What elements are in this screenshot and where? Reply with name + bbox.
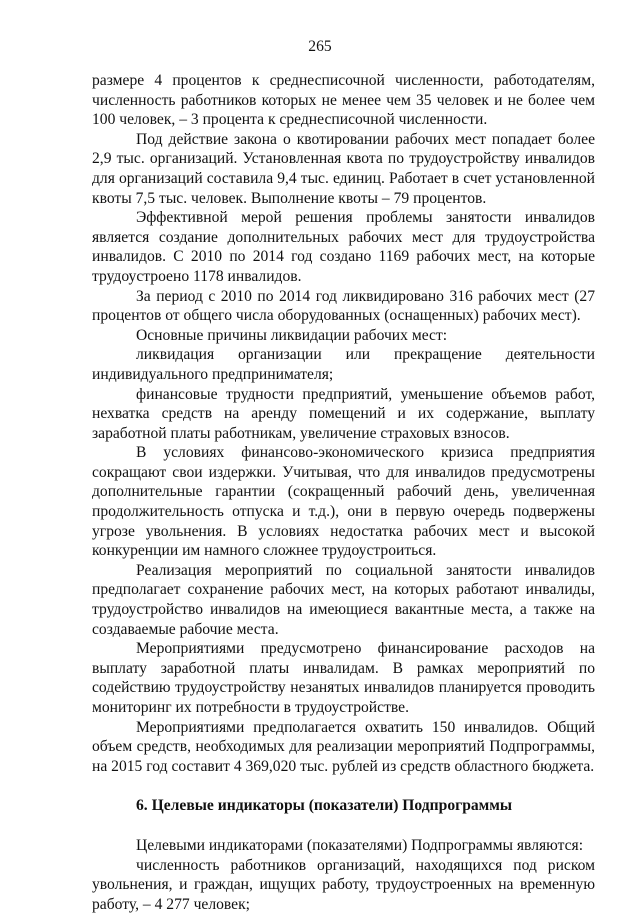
paragraph: финансовые трудности предприятий, уменьшение объемов работ, нехватка средств на аренду помещений и их содержание, выплату заработной платы работникам, увеличение страховых взносов. bbox=[92, 385, 595, 442]
document-body bbox=[92, 71, 595, 914]
paragraph: Под действие закона о квотировании рабочих мест попадает более 2,9 тыс. организаций. Установленная квота по трудоустройству инвалидов для организаций составила 9,4 тыс. единиц. Работает в счет установленной квоты 7,5 тыс. человек. Выполнение квоты – 79 процентов. bbox=[92, 130, 595, 207]
paragraph: Мероприятиями предполагается охватить 150 инвалидов. Общий объем средств, необходимых для реализации мероприятий Подпрограммы, на 2015 год составит 4 369,020 тыс. рублей из средств областного бюджета. bbox=[92, 718, 595, 775]
paragraph: В условиях финансово-экономического кризиса предприятия сокращают свои издержки. Учитывая, что для инвалидов предусмотрены дополнительные гарантии (сокращенный рабочий день, увеличенная продолжительность отпуска и т.д.), они в первую очередь подвержены угрозе увольнения. В условиях недостатка рабочих мест и высокой конкуренции им намного сложнее трудоустроиться. bbox=[92, 444, 595, 560]
paragraph: ликвидация организации или прекращение деятельности индивидуального предпринимателя; bbox=[92, 346, 595, 383]
paragraph: численность работников организаций, находящихся под риском увольнения, и граждан, ищущих работу, трудоустроенных на временную работу, – 4 277 человек; bbox=[92, 856, 595, 913]
paragraph: размере 4 процентов к среднесписочной численности, работодателям, численность работников которых не менее чем 35 человек и не более чем 100 человек, – 3 процента к среднесписочной численности. bbox=[92, 72, 595, 129]
paragraph: Основные причины ликвидации рабочих мест: bbox=[136, 326, 448, 344]
section-heading: 6. Целевые индикаторы (показатели) Подпрограммы bbox=[136, 797, 513, 815]
page-number: 265 bbox=[308, 38, 332, 55]
paragraph: Реализация мероприятий по социальной занятости инвалидов предполагает сохранение рабочих мест, на которых работают инвалиды, трудоустройство инвалидов на имеющиеся вакантные места, а также на создаваемые рабочие места. bbox=[92, 561, 595, 638]
paragraph: За период с 2010 по 2014 год ликвидировано 316 рабочих мест (27 процентов от общего числа оборудованных (оснащенных) рабочих мест). bbox=[92, 287, 595, 325]
paragraph: Целевыми индикаторами (показателями) Подпрограммы являются: bbox=[136, 836, 584, 854]
paragraph: Мероприятиями предусмотрено финансирование расходов на выплату заработной платы инвалидам. В рамках мероприятий по содействию трудоустройству незанятых инвалидов планируется проводить мониторинг их потребности в трудоустройстве. bbox=[92, 640, 595, 716]
paragraph: Эффективной мерой решения проблемы занятости инвалидов является создание дополнительных рабочих мест для трудоустройства инвалидов. С 2010 по 2014 год создано 1169 рабочих мест, на которые трудоустроено 1178 инвалидов. bbox=[92, 209, 595, 285]
